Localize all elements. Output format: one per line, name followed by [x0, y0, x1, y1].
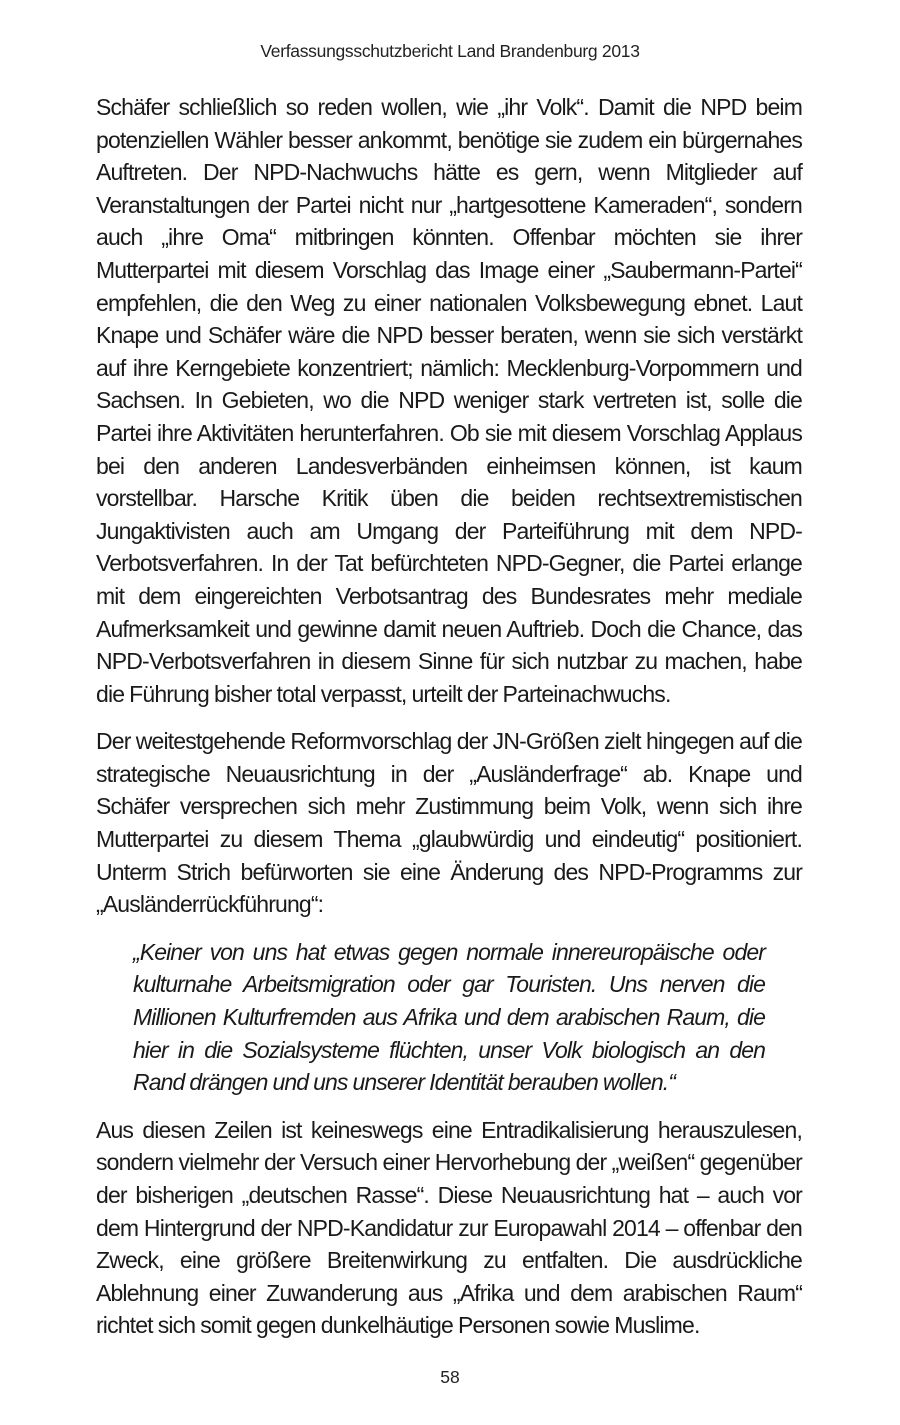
- body-paragraph-1: Schäfer schließlich so reden wollen, wie „ihr Volk“. Damit die NPD beim potenziellen Wähler besser ankommt, benötige sie zudem ein bürgernahes Auftreten. Der NPD-Nachwuchs hätte es gern, wenn Mitglieder auf Veranstaltungen der Partei nicht nur „hartgesottene Kameraden“, sondern auch „ihre Oma“ mitbringen könnten. Offenbar möchten sie ihrer Mutterpartei mit diesem Vorschlag das Image einer „Saubermann-Partei“ empfehlen, die den Weg zu einer nationalen Volksbewegung ebnet. Laut Knape und Schäfer wäre die NPD besser beraten, wenn sie sich verstärkt auf ihre Kerngebiete konzentriert; nämlich: Mecklenburg-Vorpommern und Sachsen. In Gebieten, wo die NPD weniger stark vertreten ist, solle die Partei ihre Aktivitäten herunterfahren. Ob sie mit diesem Vorschlag Applaus bei den anderen Landesverbänden einheimsen können, ist kaum vorstellbar. Harsche Kritik üben die beiden rechtsextremistischen Jungaktivisten auch am Umgang der Parteiführung mit dem NPD-Verbotsverfahren. In der Tat befürchteten NPD-Gegner, die Partei erlange mit dem eingereichten Verbotsantrag des Bundesrates mehr mediale Aufmerksamkeit und gewinne damit neuen Auftrieb. Doch die Chance, das NPD-Verbotsverfahren in diesem Sinne für sich nutzbar zu machen, habe die Führung bisher total verpasst, urteilt der Parteinachwuchs.: [96, 94, 802, 707]
- page-number: 58: [440, 1367, 460, 1387]
- body-paragraph-2: Der weitestgehende Reformvorschlag der JN-Größen zielt hingegen auf die strategische Neuausrichtung in der „Ausländerfrage“ ab. Knape und Schäfer versprechen sich mehr Zustimmung beim Volk, wenn sich ihre Mutterpartei zu diesem Thema „glaubwürdig und eindeutig“ positioniert. Unterm Strich befürworten sie eine Änderung des NPD-Programms zur „Ausländerrückführung“:: [96, 728, 802, 918]
- body-paragraph-3: Aus diesen Zeilen ist keineswegs eine Entradikalisierung herauszulesen, sondern vielmehr der Versuch einer Hervorhebung der „weißen“ gegenüber der bisherigen „deutschen Rasse“. Diese Neuausrichtung hat – auch vor dem Hintergrund der NPD-Kandidatur zur Europawahl 2014 – offenbar den Zweck, eine größere Breitenwirkung zu entfalten. Die ausdrückliche Ablehnung einer Zuwanderung aus „Afrika und dem arabischen Raum“ richtet sich somit gegen dunkelhäutige Personen sowie Muslime.: [96, 1116, 802, 1339]
- page-body: [96, 91, 802, 1357]
- page-header: Verfassungsschutzbericht Land Brandenburg 2013: [260, 41, 640, 61]
- block-quote: „Keiner von uns hat etwas gegen normale innereuropäische oder kulturnahe Arbeitsmigration oder gar Touristen. Uns nerven die Millionen Kulturfremden aus Afrika und dem arabischen Raum, die hier in die Sozialsysteme flüchten, unser Volk biologisch an den Rand drängen und uns unserer Identität berauben wollen.“: [133, 938, 765, 1096]
